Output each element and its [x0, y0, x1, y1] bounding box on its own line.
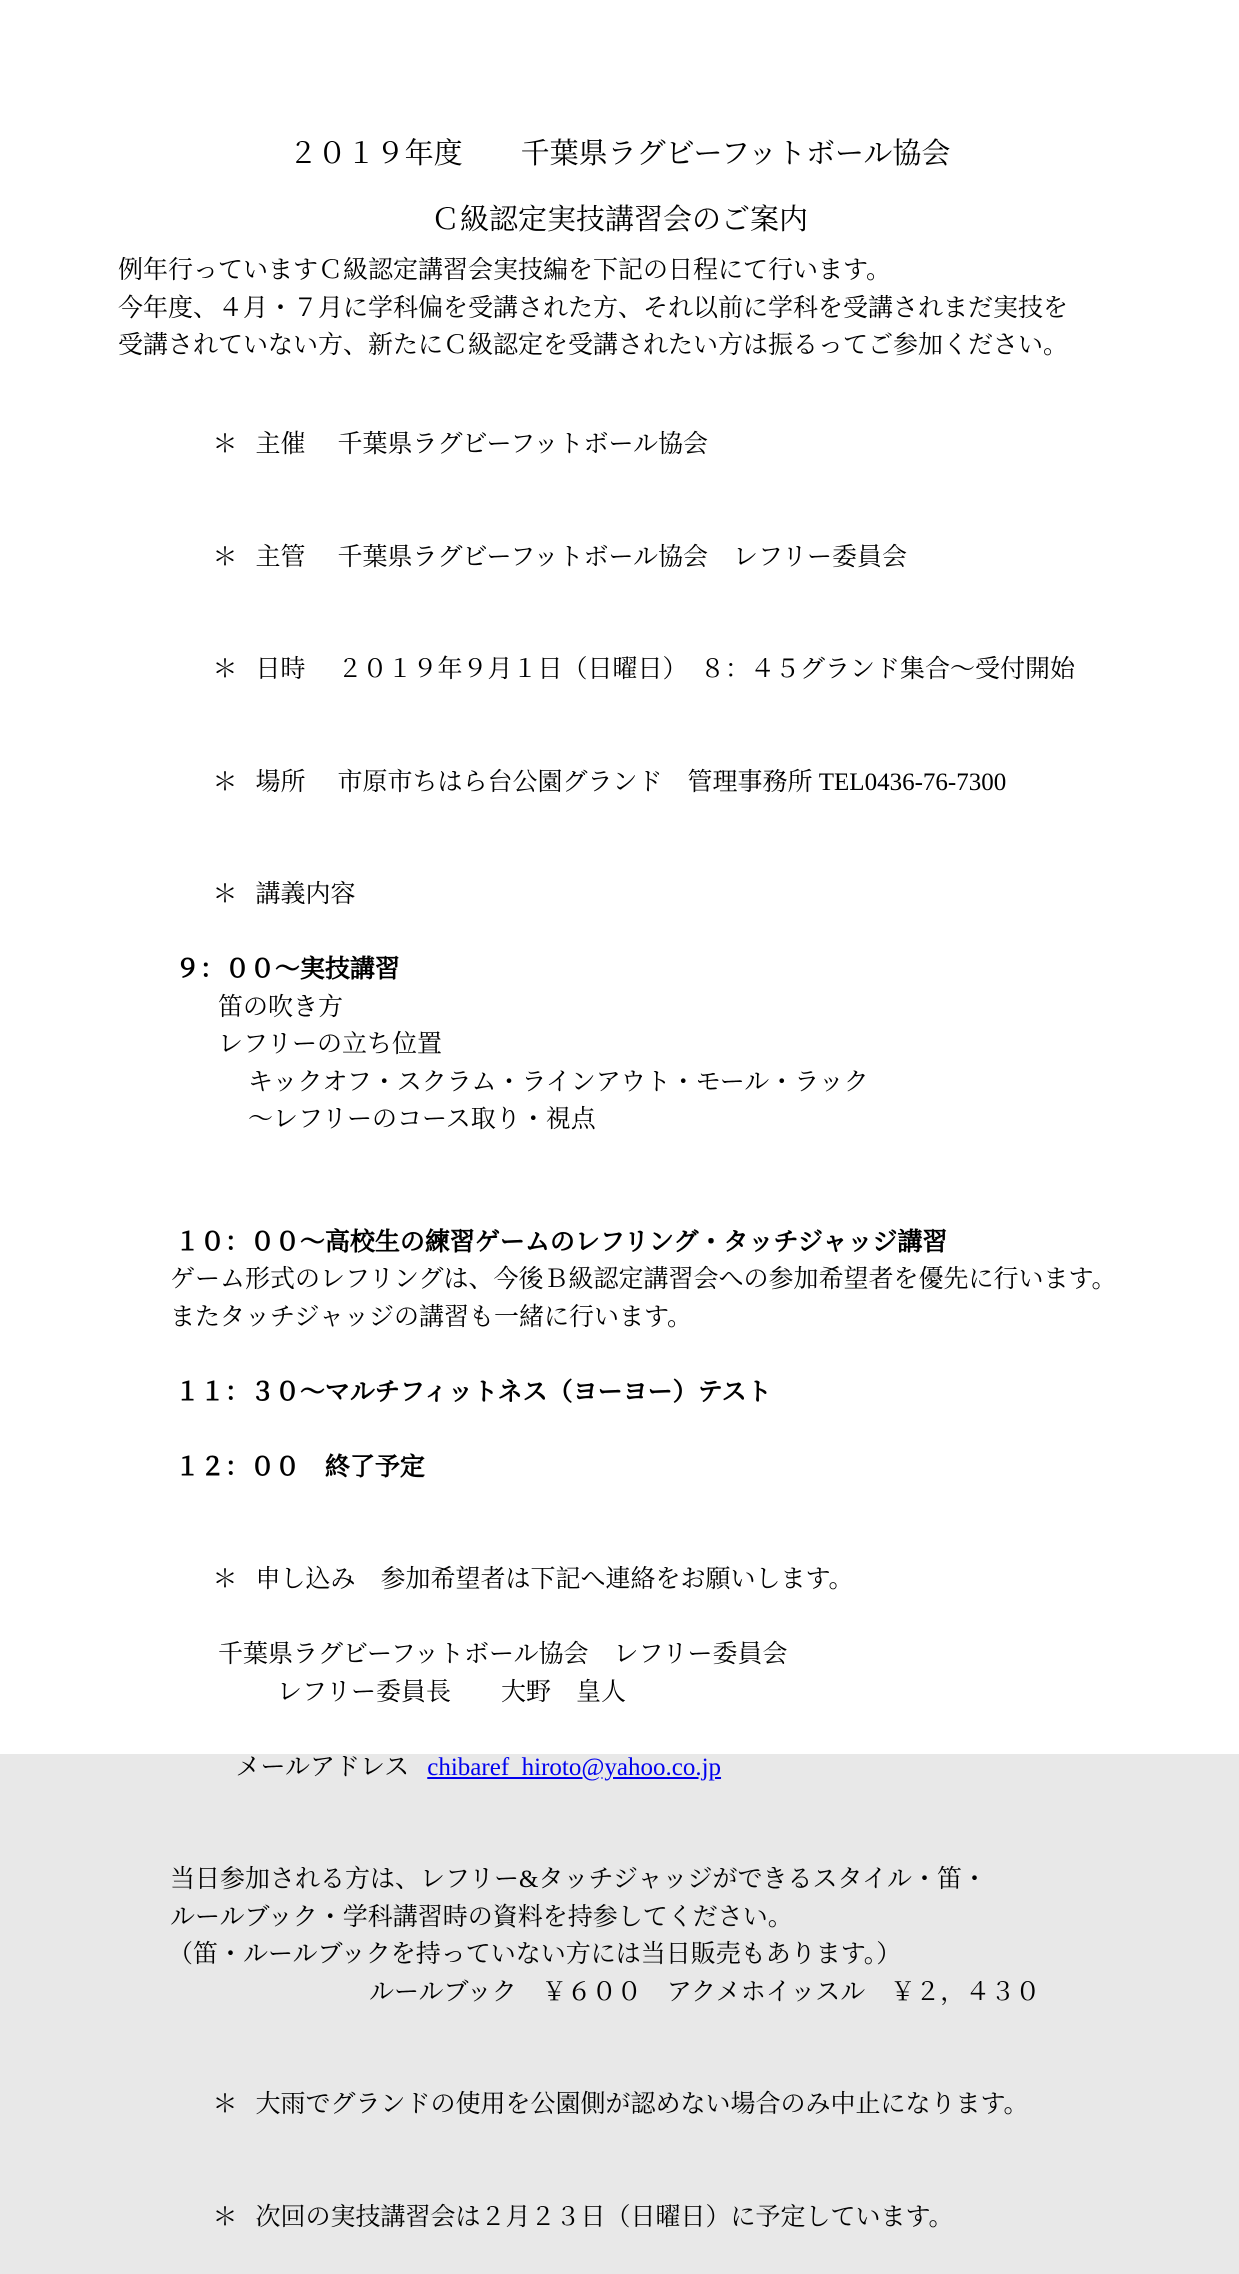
notes-section — [0, 2049, 1239, 2274]
application-section — [0, 1524, 1239, 1824]
document-title: ２０１９年度 千葉県ラグビーフットボール協会 — [288, 138, 951, 170]
note-text: 次回の実技講習会は２月２３日（日曜日）に予定しています。 — [255, 2203, 954, 2231]
schedule-session-1000 — [0, 1224, 1239, 1337]
price-line: ルールブック ￥６００ アクメホイッスル ￥２，４３０ — [369, 1978, 1041, 2006]
detail-item-host — [0, 389, 1239, 502]
schedule-heading-1200: １２：００ 終了予定 — [175, 1452, 426, 1481]
schedule-heading-900: ９：００～実技講習 — [175, 955, 401, 983]
detail-label: 日時 — [255, 656, 306, 683]
email-label: メールアドレス — [235, 1753, 410, 1781]
intro-paragraph — [0, 252, 1239, 365]
bring-line: ルールブック・学科講習時の資料を持参してください。 — [170, 1903, 793, 1931]
application-chief-referee: レフリー委員長 大野 皇人 — [277, 1678, 627, 1706]
detail-label: 講義内容 — [255, 881, 356, 908]
intro-line: 今年度、４月・７月に学科偏を受講された方、それ以前に学科を受講されまだ実技を — [118, 294, 1069, 322]
email-link[interactable]: chibaref_hiroto@yahoo.co.jp — [427, 1753, 722, 1781]
detail-item-contents — [0, 839, 1239, 952]
schedule-session-900 — [0, 951, 1239, 1139]
intro-line: 例年行っていますＣ級認定講習会実技編を下記の日程にて行います。 — [118, 257, 892, 284]
schedule-note-line: またタッチジャッジの講習も一緒に行います。 — [170, 1303, 693, 1331]
note-text: 大雨でグランドの使用を公園側が認めない場合のみ中止になります。 — [255, 2091, 1029, 2118]
schedule-item: レフリーの立ち位置 — [218, 1031, 443, 1058]
email-line — [0, 1711, 1239, 1824]
application-heading: 申し込み 参加希望者は下記へ連絡をお願いします。 — [255, 1566, 854, 1593]
schedule-subitem: キックオフ・スクラム・ラインアウト・モール・ラック — [248, 1068, 869, 1096]
detail-value: 千葉県ラグビーフットボール協会 — [337, 431, 709, 458]
note-item-next-session — [0, 2161, 1239, 2274]
application-heading-line — [0, 1524, 1239, 1637]
schedule-item: 笛の吹き方 — [218, 993, 344, 1021]
items-to-bring-section — [0, 1861, 1239, 2011]
intro-line: 受講されていない方、新たにＣ級認定を受講されたい方は振るってご参加ください。 — [118, 332, 1069, 359]
detail-value: ２０１９年９月１日（日曜日） ８：４５グランド集合～受付開始 — [337, 656, 1076, 683]
detail-item-place — [0, 726, 1239, 839]
detail-item-organizer — [0, 501, 1239, 614]
bring-line: 当日参加される方は、レフリー&タッチジャッジができるスタイル・笛・ — [170, 1866, 987, 1893]
event-details-list — [0, 389, 1239, 952]
schedule-note-line: ゲーム形式のレフリングは、今後Ｂ級認定講習会への参加希望者を優先に行います。 — [170, 1266, 1117, 1293]
asterisk-bullet: ＊ — [212, 1566, 238, 1593]
asterisk-bullet: ＊ — [212, 2091, 238, 2118]
asterisk-bullet: ＊ — [212, 881, 238, 908]
document-subtitle: Ｃ級認定実技講習会のご案内 — [430, 204, 808, 236]
bring-sale-note: （笛・ルールブックを持っていない方には当日販売もあります。） — [168, 1941, 902, 1968]
note-item-rain — [0, 2049, 1239, 2162]
detail-value: 市原市ちはら台公園グランド 管理事務所 TEL0436-76-7300 — [337, 768, 1007, 796]
asterisk-bullet: ＊ — [212, 2203, 238, 2231]
asterisk-bullet: ＊ — [212, 656, 238, 683]
asterisk-bullet: ＊ — [212, 768, 238, 796]
asterisk-bullet: ＊ — [212, 543, 238, 571]
detail-value: 千葉県ラグビーフットボール協会 レフリー委員会 — [337, 543, 908, 571]
detail-label: 場所 — [255, 768, 306, 796]
schedule-heading-1130: １１：３０～マルチフィットネス（ヨーヨー）テスト — [175, 1377, 772, 1406]
detail-label: 主管 — [255, 543, 306, 571]
detail-label: 主催 — [255, 431, 306, 458]
application-organization: 千葉県ラグビーフットボール協会 レフリー委員会 — [218, 1641, 788, 1668]
asterisk-bullet: ＊ — [212, 431, 238, 458]
detail-item-datetime — [0, 614, 1239, 727]
schedule-heading-1000: １０：００～高校生の練習ゲームのレフリング・タッチジャッジ講習 — [175, 1227, 948, 1256]
schedule-subitem: ～レフリーのコース取り・視点 — [248, 1106, 596, 1133]
